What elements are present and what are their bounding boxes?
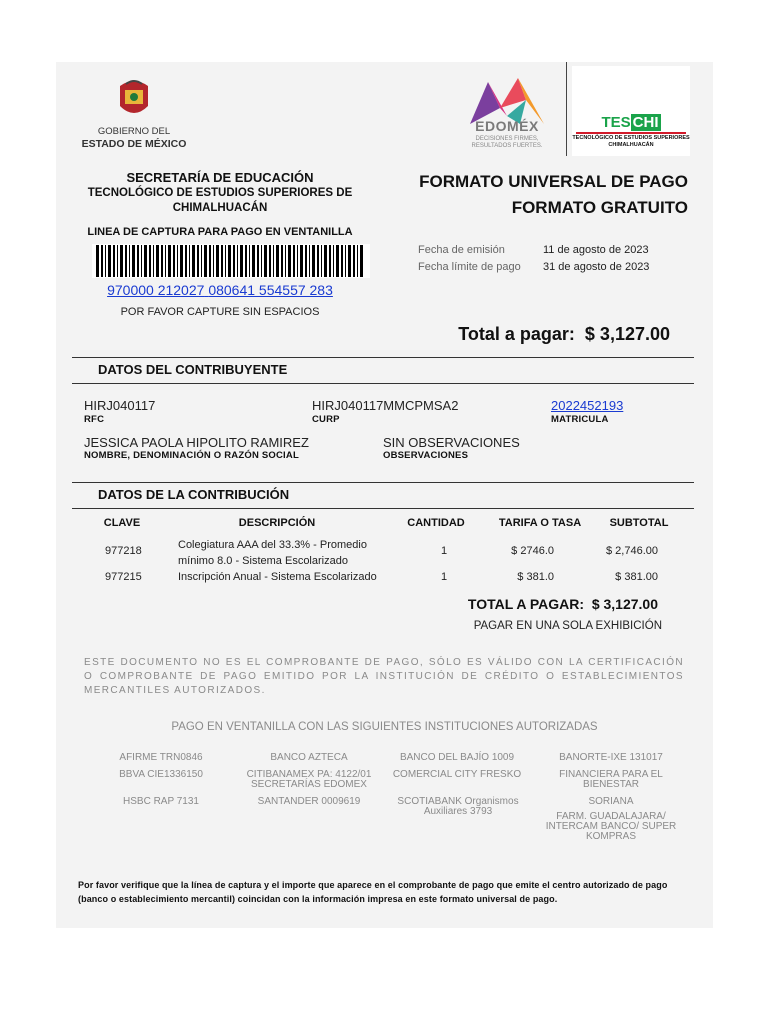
teschi-logo: [572, 66, 690, 156]
rfc-value: HIRJ040117: [84, 398, 156, 413]
rfc-label: RFC: [84, 414, 105, 425]
contribucion-section-title: DATOS DE LA CONTRIBUCIÓN: [98, 487, 290, 502]
barcode-bar: [165, 245, 166, 277]
column-header-tarifa: TARIFA O TASA: [498, 517, 582, 529]
teschi-subtitle: TECNOLÓGICO DE ESTUDIOS SUPERIORES CHIMALHUACÁN: [572, 135, 690, 148]
curp-label: CURP: [312, 414, 340, 425]
barcode-bar: [117, 245, 118, 277]
edomex-name: EDOMÉX: [475, 118, 539, 134]
barcode-bar: [189, 245, 190, 277]
row-tarifa: $ 2746.0: [511, 545, 554, 557]
barcode-bar: [144, 245, 147, 277]
bank-item: COMERCIAL CITY FRESKO: [392, 769, 522, 780]
linea-captura-number[interactable]: 970000 212027 080641 554557 283: [107, 282, 333, 298]
instituciones-title: PAGO EN VENTANILLA CON LAS SIGUIENTES INSTITUCIONES AUTORIZADAS: [171, 721, 598, 733]
row-cantidad: 1: [440, 571, 448, 583]
barcode-bar: [321, 245, 322, 277]
barcode-bar: [161, 245, 163, 277]
bank-item: BANCO DEL BAJÍO 1009: [399, 752, 515, 763]
row-clave: 977215: [105, 571, 142, 583]
row-clave: 977218: [105, 545, 142, 557]
bank-item: CITIBANAMEX PA: 4122/01 SECRETARÍAS EDOMEX: [246, 769, 372, 790]
barcode-bar: [276, 245, 279, 277]
column-header-clave: CLAVE: [103, 517, 141, 529]
barcode-bar: [96, 245, 99, 277]
barcode-bar: [252, 245, 255, 277]
edomex-slogan: DECISIONES FIRMES, RESULTADOS FUERTES.: [471, 136, 543, 149]
barcode-bar: [180, 245, 183, 277]
bank-item: BANORTE-IXE 131017: [559, 752, 663, 763]
barcode-bar: [173, 245, 175, 277]
barcode-bar: [108, 245, 111, 277]
nombre-value: JESSICA PAOLA HIPOLITO RAMIREZ: [84, 435, 309, 450]
barcode-bar: [201, 245, 202, 277]
barcode-bar: [192, 245, 195, 277]
barcode-bar: [141, 245, 142, 277]
divider: [72, 508, 694, 509]
divider: [72, 357, 694, 358]
fecha-limite-value: 31 de agosto de 2023: [543, 261, 650, 273]
formato-universal-title: FORMATO UNIVERSAL DE PAGO: [419, 172, 688, 191]
secretaria-title: SECRETARÍA DE EDUCACIÓN: [126, 170, 314, 185]
barcode: [92, 244, 370, 278]
teschi-red-line: [576, 132, 686, 134]
barcode-bar: [285, 245, 286, 277]
bank-item: BBVA CIE1336150: [119, 769, 203, 780]
fecha-limite-label: Fecha límite de pago: [418, 261, 521, 273]
row-descripcion: Colegiatura AAA del 33.3% - Promedio mínimo 8.0 - Sistema Escolarizado: [178, 539, 367, 567]
barcode-bar: [309, 245, 310, 277]
barcode-bar: [329, 245, 331, 277]
barcode-bar: [233, 245, 235, 277]
matricula-link[interactable]: 2022452193: [551, 398, 624, 413]
bank-item: FINANCIERA PARA EL BIENESTAR: [559, 769, 663, 790]
barcode-bar: [324, 245, 327, 277]
barcode-bar: [288, 245, 291, 277]
disclaimer-text: ESTE DOCUMENTO NO ES EL COMPROBANTE DE PAGO, SÓLO ES VÁLIDO CON LA CERTIFICACIÓN O COMPROBANTE DE PAGO EMITIDO POR LA INSTITUCIÓN DE CRÉDITO O ESTABLECIMIENTOS MERCANTILES AUTORIZADOS.: [84, 657, 684, 696]
barcode-bar: [149, 245, 151, 277]
divider: [72, 482, 694, 483]
barcode-bar: [237, 245, 238, 277]
contribuyente-section-title: DATOS DEL CONTRIBUYENTE: [98, 362, 288, 377]
barcode-bar: [177, 245, 178, 277]
barcode-bar: [269, 245, 271, 277]
payment-form: [56, 62, 713, 928]
bank-item: FARM. GUADALAJARA/ INTERCAM BANCO/ SUPER KOMPRAS: [545, 811, 677, 842]
bank-item: BANCO AZTECA: [270, 752, 348, 763]
barcode-bar: [204, 245, 207, 277]
row-tarifa: $ 381.0: [517, 571, 554, 583]
column-header-descripcion: DESCRIPCIÓN: [238, 517, 316, 529]
barcode-bar: [353, 245, 355, 277]
barcode-bar: [129, 245, 130, 277]
row-subtotal: $ 381.00: [615, 571, 658, 583]
barcode-bar: [336, 245, 339, 277]
bank-item: HSBC RAP 7131: [123, 796, 199, 807]
barcode-bar: [341, 245, 343, 277]
barcode-bar: [156, 245, 159, 277]
barcode-bar: [357, 245, 358, 277]
barcode-bar: [293, 245, 295, 277]
bank-item: SANTANDER 0009619: [257, 796, 361, 807]
barcode-bar: [281, 245, 283, 277]
barcode-bar: [113, 245, 115, 277]
barcode-bar: [305, 245, 307, 277]
pago-exhibicion: PAGAR EN UNA SOLA EXHIBICIÓN: [473, 620, 662, 632]
barcode-bar: [348, 245, 351, 277]
barcode-bar: [153, 245, 154, 277]
barcode-bar: [240, 245, 243, 277]
barcode-bar: [101, 245, 103, 277]
observaciones-label: OBSERVACIONES: [383, 450, 469, 461]
barcode-bar: [225, 245, 226, 277]
barcode-bar: [221, 245, 223, 277]
barcode-bar: [216, 245, 219, 277]
logo-divider: [566, 62, 567, 156]
gobierno-estado-mexico-label: GOBIERNO DEL ESTADO DE MÉXICO: [81, 126, 187, 150]
barcode-bar: [209, 245, 211, 277]
barcode-bar: [360, 245, 363, 277]
barcode-bar: [264, 245, 267, 277]
bank-item: AFIRME TRN0846: [119, 752, 203, 763]
column-header-cantidad: CANTIDAD: [407, 517, 465, 529]
capture-note: POR FAVOR CAPTURE SIN ESPACIOS: [120, 306, 320, 318]
total-a-pagar: TOTAL A PAGAR: $ 3,127.00: [467, 596, 658, 612]
observaciones-value: SIN OBSERVACIONES: [383, 435, 520, 450]
total-a-pagar-top: Total a pagar: $ 3,127.00: [458, 324, 670, 344]
verificacion-note: Por favor verifique que la línea de captura y el importe que aparece en el comprobante de pago que emite el centro autorizado de pago (banco o establecimiento mercantil) coincidan con la información impresa en este formato universal de pago.: [78, 880, 668, 904]
barcode-bar: [345, 245, 346, 277]
barcode-bar: [273, 245, 274, 277]
tecnologico-title: TECNOLÓGICO DE ESTUDIOS SUPERIORES DE CHIMALHUACÁN: [87, 187, 353, 214]
formato-gratuito-title: FORMATO GRATUITO: [511, 198, 688, 217]
barcode-bar: [312, 245, 315, 277]
barcode-bar: [185, 245, 187, 277]
barcode-bar: [245, 245, 247, 277]
fecha-emision-value: 11 de agosto de 2023: [543, 244, 649, 256]
barcode-bar: [297, 245, 298, 277]
bank-item: SORIANA: [588, 796, 634, 807]
barcode-bar: [213, 245, 214, 277]
matricula-label: MATRICULA: [551, 414, 609, 425]
teschi-name: TES CHI: [601, 114, 659, 131]
barcode-bar: [120, 245, 123, 277]
linea-captura-title: LINEA DE CAPTURA PARA PAGO EN VENTANILLA: [87, 226, 353, 238]
barcode-bar: [105, 245, 106, 277]
barcode-bar: [132, 245, 135, 277]
barcode-bar: [137, 245, 139, 277]
row-cantidad: 1: [440, 545, 448, 557]
divider: [72, 383, 694, 384]
barcode-bar: [317, 245, 319, 277]
barcode-bar: [168, 245, 171, 277]
row-descripcion: Inscripción Anual - Sistema Escolarizado: [178, 571, 377, 583]
barcode-bar: [261, 245, 262, 277]
barcode-bar: [249, 245, 250, 277]
barcode-bar: [197, 245, 199, 277]
estado-mexico-shield-icon: [116, 76, 152, 120]
barcode-bar: [257, 245, 259, 277]
barcode-bar: [300, 245, 303, 277]
curp-value: HIRJ040117MMCPMSA2: [312, 398, 459, 413]
barcode-bar: [228, 245, 231, 277]
barcode-bar: [125, 245, 127, 277]
bank-item: SCOTIABANK Organismos Auxiliares 3793: [397, 796, 519, 817]
column-header-subtotal: SUBTOTAL: [609, 517, 669, 529]
nombre-label: NOMBRE, DENOMINACIÓN O RAZÓN SOCIAL: [84, 450, 299, 461]
row-subtotal: $ 2,746.00: [606, 545, 658, 557]
fecha-emision-label: Fecha de emisión: [418, 244, 505, 256]
barcode-bar: [333, 245, 334, 277]
